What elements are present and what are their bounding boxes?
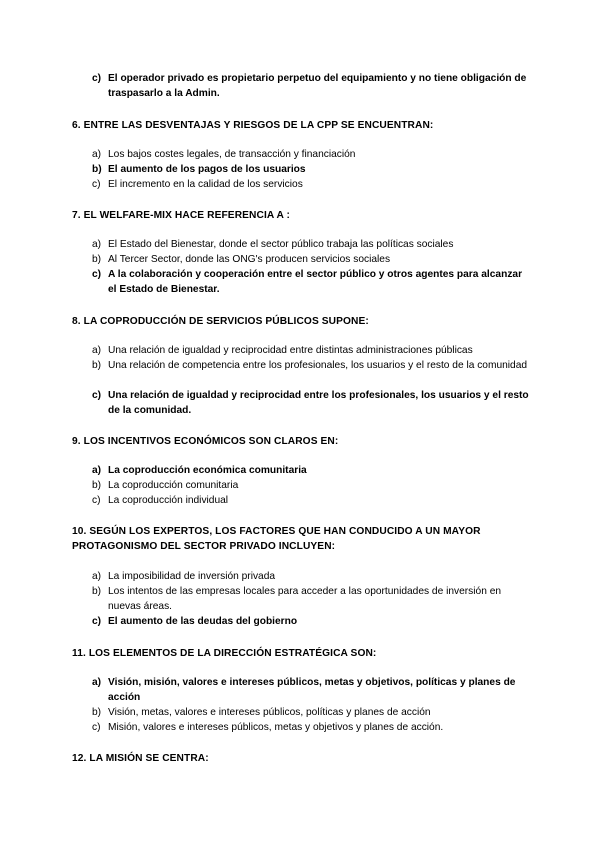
answer-option [92, 344, 532, 359]
option-letter: c) [92, 495, 101, 506]
answer-option [92, 721, 532, 736]
option-letter: c) [92, 616, 102, 627]
answer-option [92, 253, 532, 268]
option-text: La imposibilidad de inversión privada [108, 571, 276, 582]
option-text: Misión, valores e intereses públicos, metas y objetivos y planes de acción. [108, 722, 444, 733]
answer-option [92, 706, 532, 721]
answer-option [92, 570, 532, 585]
option-letter: c) [92, 73, 102, 84]
option-text: El incremento en la calidad de los servicios [108, 179, 303, 190]
answer-option [92, 148, 532, 163]
answer-option-correct [92, 163, 532, 178]
answer-option-correct [92, 615, 532, 630]
option-letter: c) [92, 390, 102, 401]
option-letter: b) [92, 164, 102, 175]
option-letter: a) [92, 149, 102, 160]
option-letter: a) [92, 677, 102, 688]
option-letter: c) [92, 179, 101, 190]
answer-option [92, 479, 532, 494]
question-title: 9. LOS INCENTIVOS ECONÓMICOS SON CLAROS EN: [72, 436, 339, 447]
option-text: Visión, metas, valores e intereses públicos, políticas y planes de acción [108, 707, 431, 718]
option-letter: c) [92, 269, 102, 280]
answer-option [92, 359, 532, 374]
option-letter: a) [92, 239, 102, 250]
option-text: La coproducción comunitaria [108, 480, 239, 491]
option-text: Los intentos de las empresas locales para acceder a las oportunidades de inversión en nuevas áreas. [108, 586, 502, 612]
option-text: La coproducción económica comunitaria [108, 465, 307, 476]
option-text: Visión, misión, valores e intereses públicos, metas y objetivos, políticas y planes de acción [108, 677, 516, 703]
option-letter: a) [92, 345, 102, 356]
option-text: El operador privado es propietario perpetuo del equipamiento y no tiene obligación de traspasarlo a la Admin. [108, 73, 527, 99]
answer-option [92, 178, 532, 193]
option-letter: b) [92, 360, 102, 371]
option-letter: c) [92, 722, 101, 733]
answer-option-correct [92, 676, 532, 705]
answer-option-correct [92, 464, 532, 479]
option-text: Una relación de igualdad y reciprocidad entre distintas administraciones públicas [108, 345, 473, 356]
option-letter: a) [92, 465, 102, 476]
option-text: El Estado del Bienestar, donde el sector público trabaja las políticas sociales [108, 239, 454, 250]
question-title: 8. LA COPRODUCCIÓN DE SERVICIOS PÚBLICOS SUPONE: [72, 316, 369, 327]
option-letter: b) [92, 254, 102, 265]
answer-option [92, 238, 532, 253]
answer-option [92, 72, 532, 101]
option-text: El aumento de las deudas del gobierno [108, 616, 298, 627]
option-text: Una relación de competencia entre los profesionales, los usuarios y el resto de la comunidad [108, 360, 528, 371]
answer-option [92, 494, 532, 509]
question-title: 7. EL WELFARE-MIX HACE REFERENCIA A : [72, 210, 291, 221]
option-letter: b) [92, 586, 102, 597]
question-title: 6. ENTRE LAS DESVENTAJAS Y RIESGOS DE LA CPP SE ENCUENTRAN: [72, 120, 434, 131]
question-title: 12. LA MISIÓN SE CENTRA: [72, 753, 209, 764]
option-text: A la colaboración y cooperación entre el sector público y otros agentes para alcanzar el Estado de Bienestar. [108, 269, 523, 295]
option-text: El aumento de los pagos de los usuarios [108, 164, 306, 175]
option-text: La coproducción individual [108, 495, 229, 506]
question-title: 11. LOS ELEMENTOS DE LA DIRECCIÓN ESTRATÉGICA SON: [72, 648, 377, 659]
option-letter: a) [92, 571, 102, 582]
answer-option-correct [92, 268, 532, 297]
option-text: Al Tercer Sector, donde las ONG's producen servicios sociales [108, 254, 391, 265]
question-title: 10. SEGÚN LOS EXPERTOS, LOS FACTORES QUE HAN CONDUCIDO A UN MAYOR PROTAGONISMO DEL SECTOR PRIVADO INCLUYEN: [72, 526, 481, 552]
option-text: Una relación de igualdad y reciprocidad entre los profesionales, los usuarios y el resto de la comunidad. [108, 390, 529, 416]
option-letter: b) [92, 707, 102, 718]
answer-option [92, 585, 532, 614]
option-letter: b) [92, 480, 102, 491]
option-text: Los bajos costes legales, de transacción y financiación [108, 149, 356, 160]
answer-option-correct [92, 389, 532, 418]
